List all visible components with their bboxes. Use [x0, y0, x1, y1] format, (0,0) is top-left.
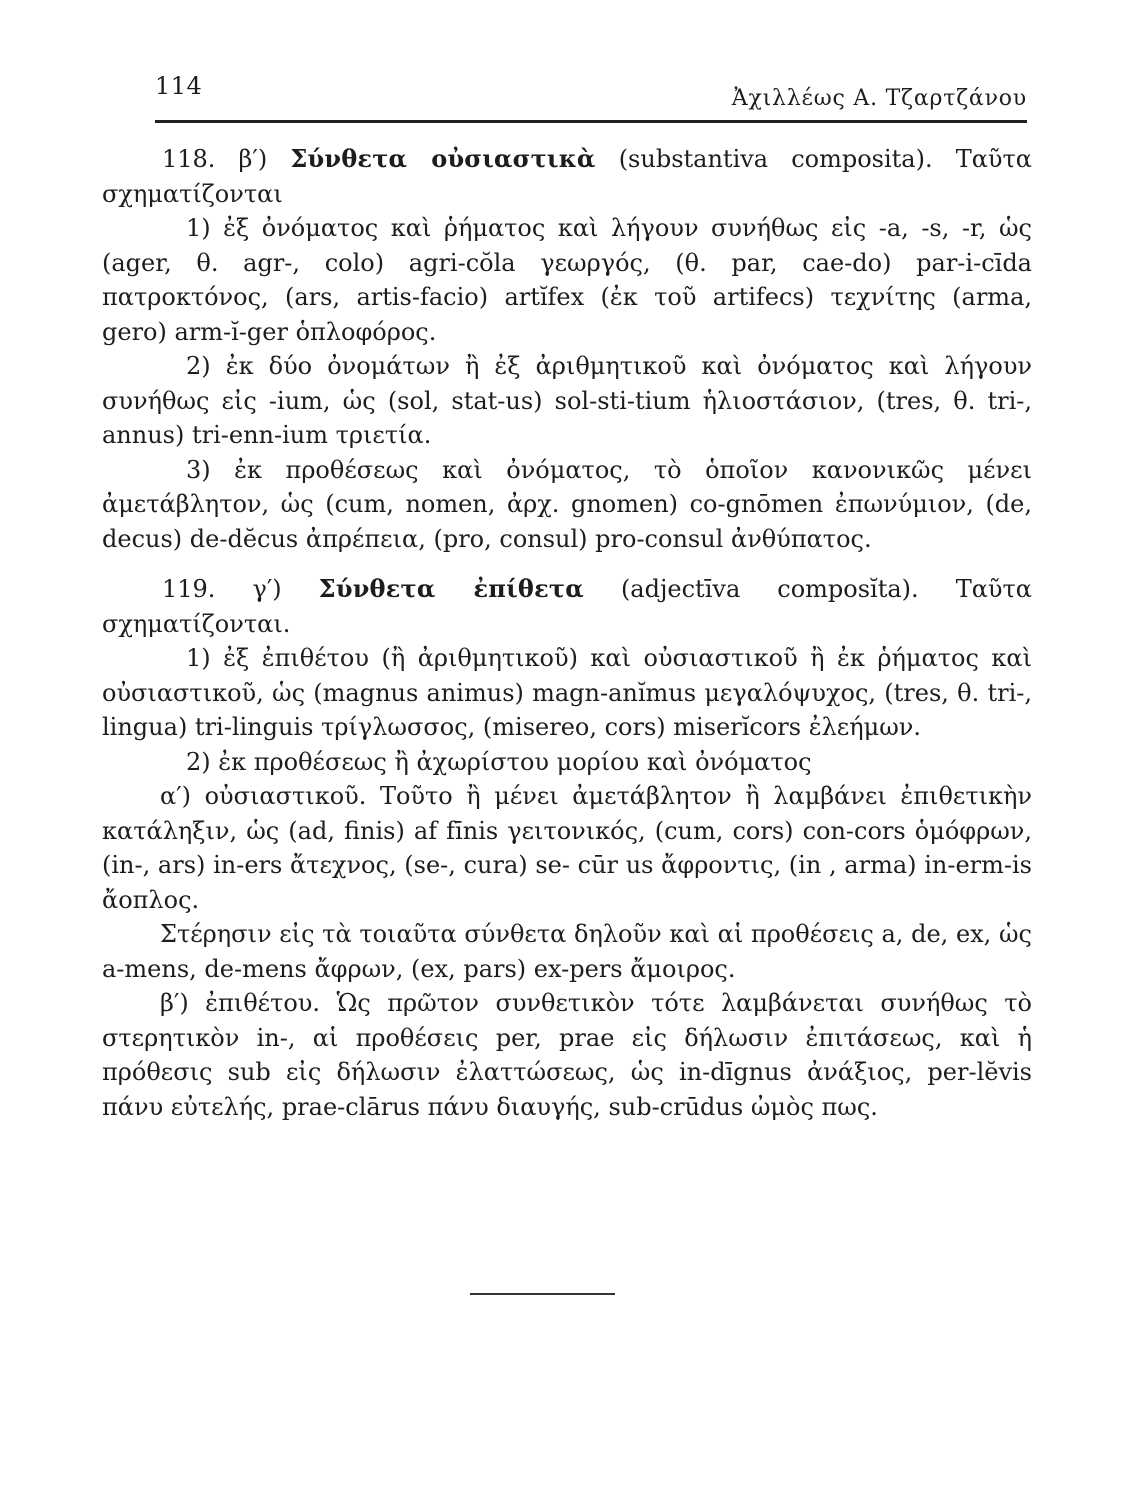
section-119-note: Στέρησιν εἰς τὰ τοιαῦτα σύνθετα δηλοῦν καὶ αἱ προθέσεις a, de, ex, ὡς a-mens, de-mens ἄφρων, (ex, pars) ex-pers ἄμοιρος.	[102, 920, 1032, 983]
section-119-prefix: 119. γ′)	[162, 575, 319, 603]
main-text	[102, 142, 1032, 1124]
section-118-item-3: 3) ἐκ προθέσεως καὶ ὀνόματος, τὸ ὁποῖον κανονικῶς μένει ἀμετάβλητον, ὡς (cum, nomen, ἀρχ. gnomen) co-gnōmen ἐπωνύμιον, (de, decus) de-dĕcus ἀπρέπεια, (pro, consul) pro-consul ἀνθύπατος.	[102, 455, 1032, 553]
section-119-subitem-b: β′) ἐπιθέτου. Ὡς πρῶτον συνθετικὸν τότε λαμβάνεται συνήθως τὸ στερητικὸν in-, αἱ προθέσεις per, prae εἰς δήλωσιν ἐπιτάσεως, καὶ ἡ πρόθεσις sub εἰς δήλωσιν ἐλαττώσεως, ὡς in-dīgnus ἀνάξιος, per-lĕvis πάνυ εὐτελής, prae-clārus πάνυ διαυγής, sub-crūdus ὠμὸς πως.	[102, 989, 1032, 1121]
section-119-item-2: 2) ἐκ προθέσεως ἢ ἀχωρίστου μορίου καὶ ὀνόματος	[186, 747, 812, 776]
section-119-title: Σύνθετα ἐπίθετα	[318, 574, 584, 603]
section-119-suffix: (adjectīva composĭta). Ταῦτα σχηματίζονται.	[102, 575, 1032, 638]
page-header	[155, 68, 1027, 123]
section-119-item-1: 1) ἐξ ἐπιθέτου (ἢ ἀριθμητικοῦ) καὶ οὐσιαστικοῦ ἢ ἐκ ῥήματος καὶ οὐσιαστικοῦ, ὡς (magnus animus) magn-anĭmus μεγαλόψυχος, (tres, θ. tri-, lingua) tri-linguis τρίγλωσσος, (misereo, cors) miserĭcors ἐλεήμων.	[102, 644, 1032, 741]
section-118-prefix: 118. β′)	[162, 145, 291, 173]
section-118-item-1: 1) ἐξ ὀνόματος καὶ ῥήματος καὶ λήγουν συνήθως εἰς -a, -s, -r, ὡς (ager, θ. agr-, colo) agri-cŏla γεωργός, (θ. par, cae-do) par-i-cīda πατροκτόνος, (ars, artis-facio) artĭfex (ἐκ τοῦ artifecs) τεχνίτης (arma, gero) arm-ĭ-ger ὁπλοφόρος.	[102, 214, 1032, 346]
section-spacer	[102, 556, 1032, 572]
closing-rule	[470, 1293, 615, 1295]
running-title: Ἀχιλλέως Α. Τζαρτζάνου	[731, 86, 1027, 111]
section-119-heading-paragraph	[102, 572, 1032, 641]
section-118-item-2: 2) ἐκ δύο ὀνομάτων ἢ ἐξ ἀριθμητικοῦ καὶ ὀνόματος καὶ λήγουν συνήθως εἰς -ium, ὡς (sol, stat-us) sol-sti-tium ἡλιοστάσιον, (tres, θ. tri-, annus) tri-enn-ium τριετία.	[102, 352, 1032, 449]
section-118-suffix: (substantiva composita). Ταῦτα σχηματίζονται	[102, 145, 1032, 208]
section-119-subitem-a: α′) οὐσιαστικοῦ. Τοῦτο ἢ μένει ἀμετάβλητον ἢ λαμβάνει ἐπιθετικὴν κατάληξιν, ὡς (ad, finis) af fīnis γειτονικός, (cum, cors) con-cors ὁμόφρων, (in-, ars) in-ers ἄτεχνος, (se-, cura) se- cūr us ἄφροντις, (in , arma) in-erm-is ἄοπλος.	[102, 782, 1032, 914]
page-number: 114	[155, 72, 203, 100]
section-118-title: Σύνθετα οὐσιαστικὰ	[290, 144, 596, 173]
section-118-heading-paragraph	[102, 142, 1032, 211]
